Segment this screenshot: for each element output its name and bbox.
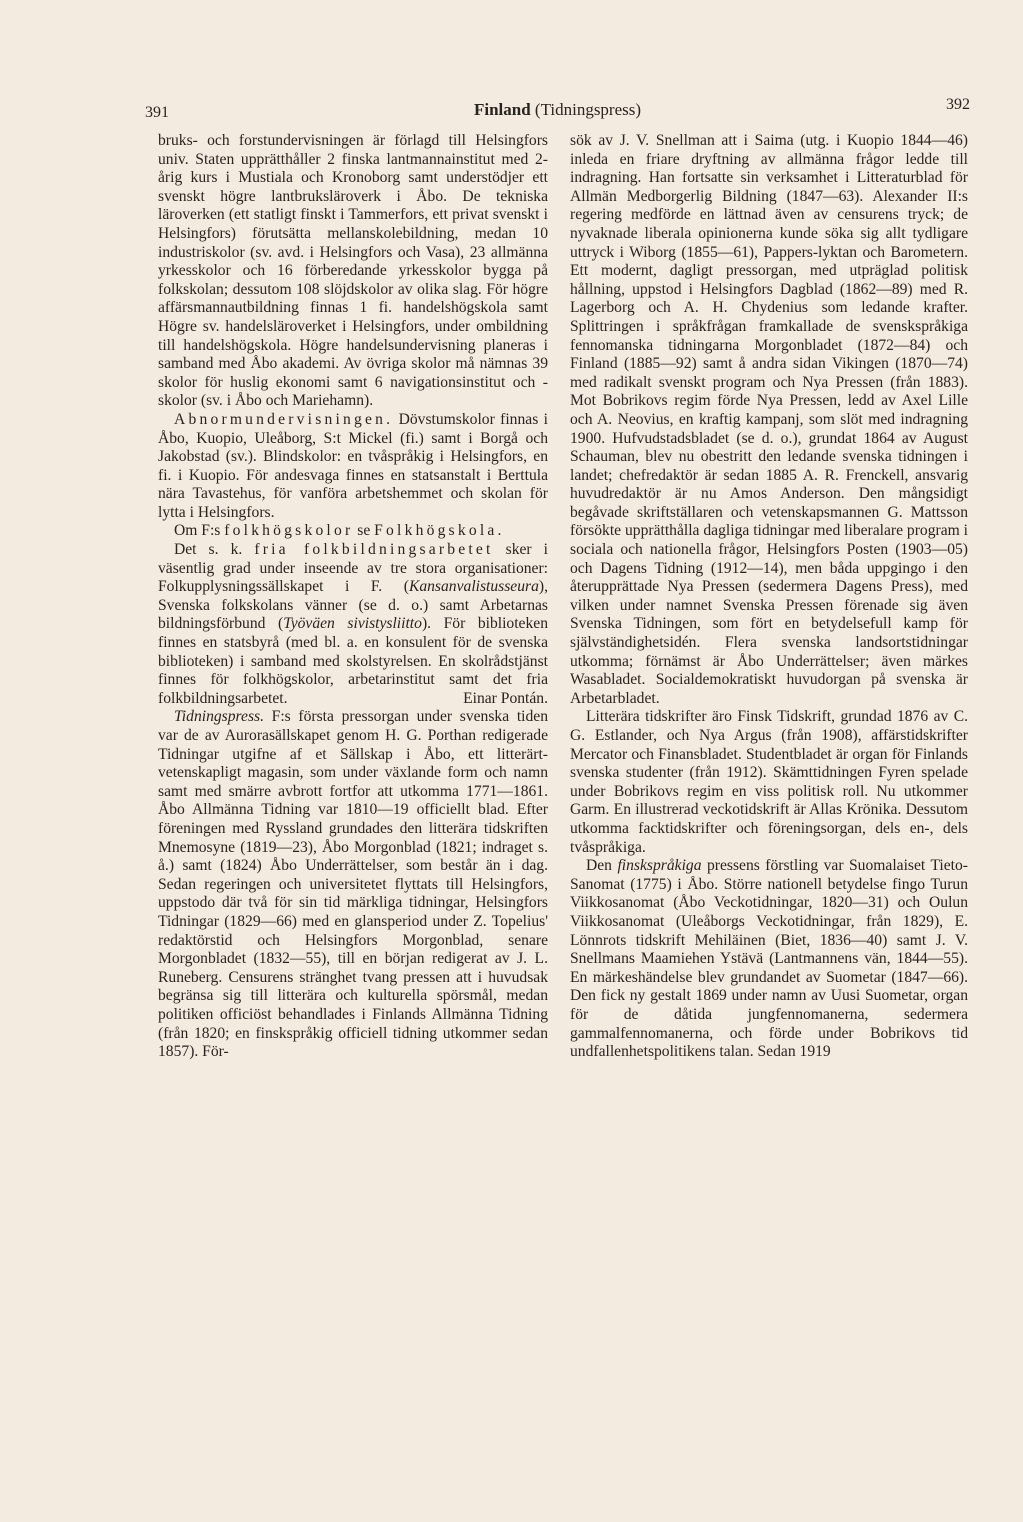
page-number-left: 391 <box>145 104 169 121</box>
page-number-right: 392 <box>946 96 970 113</box>
page-header <box>145 96 970 126</box>
paragraph-periodicals: Litterära tidskrifter äro Finsk Tidskrift, grundad 1876 av C. G. Estlander, och Nya Argus (från 1908), affärstidskrifter Mercator och Finansbladet. Studentbladet är organ för Finlands svenska studenter (från 1912). Skämttidningen Fyren spelade under Bobrikovs regim en viss politisk roll. Nu utkommer Garm. En illustrerad veckotidskrift är Allas Krönika. Dessutom utkomma facktidskrifter och föreningsorgan, dels en-, dels tvåspråkiga. <box>570 708 968 856</box>
paragraph-adult-education: Det s. k. fria folkbildningsarbetet sker i väsentlig grad under inseende av tre stora organisationer: Folkupplysningssällskapet i F. (Kansanvalistusseura), Svenska folkskolans vänner (se d. o.) samt Arbetarnas bildningsförbund (Työväen sivistysliitto). För biblioteken finnes en statsbyrå (med bl. a. en konsulent för de svenska biblioteken) i samband med skolstyrelsen. En skolrådstjänst finnes för folkhögskolor, arbetarinstitut samt det fria folkbildningsarbetet. Einar Pontán. <box>158 541 548 707</box>
running-title-main: Finland <box>473 100 531 119</box>
paragraph-education: bruks- och forstundervisningen är förlagd till Helsingfors univ. Staten upprätthåller 2 finska lantmannainstitut med 2-årig kurs i Mustiala och Kronoborg samt understödjer ett svenskt högre lantbruksläroverk i Åbo. De tekniska läroverken (ett statligt finskt i Tammerfors, ett privat svenskt i Helsingfors) förutsätta mellanskolebildning, medan 10 industriskolor (sv. avd. i Helsingfors och Vasa), 23 allmänna yrkesskolor och 16 förberedande yrkesskolor bygga på folkskolan; dessutom 108 slöjdskolor av olika slag. För högre affärsmannautbildning finnas 1 fi. handelshögskola samt Högre sv. handelsläroverket i Helsingfors, under ombildning till handelshögskola. Högre handelsundervisning planeras i samband med Åbo akademi. Av övriga skolor må nämnas 39 skolor för huslig ekonomi samt 6 navigationsinstitut och -skolor (sv. i Åbo och Mariehamn). <box>158 132 548 410</box>
term-finnish-language: finskspråkiga <box>617 857 702 875</box>
paragraph-folk-high-schools: Om F:s folkhögskolor se Folkhögskola. <box>174 522 505 540</box>
cross-reference: Folkhögskola. <box>374 522 505 540</box>
heading-special-education: Abnormundervisningen. <box>174 410 394 428</box>
paragraph-press-history: sök av J. V. Snellman att i Saima (utg. i Kuopio 1844—46) inleda en friare dryftning av allmänna frågor ledde till indragning. Han fortsatte sin verksamhet i Litteraturblad för Allmän Medborgerlig Bildning (1847—63). Alexander II:s regering medförde en lättnad även av censurens tryck; de nyvaknade liberala opinionerna kunde söka sig allt tydligare uttryck i Wiborg (1855—61), Pappers-lyktan och Barometern. Ett modernt, dagligt pressorgan, med utpräglad politisk hållning, uppstod i Helsingfors Dagblad (1862—89) med R. Lagerborg och A. H. Chydenius som ledande krafter. Splittringen i språkfrågan framkallade de svenskspråkiga fennomanska tidningarna Morgonbladet (1872—84) och Finland (1885—92) samt å andra sidan Vikingen (1870—74) med radikalt svenskt program och Nya Pressen (från 1883). Mot Bobrikovs regim förde Nya Pressen, ledd av Axel Lille och A. Neovius, en kraftig kampanj, som slöt med indragning 1900. Hufvudstadsbladet (se d. o.), grundat 1864 av August Schauman, blev nu obestritt den ledande svenska tidningen i landet; chefredaktör är sedan 1885 A. R. Frenckell, ansvarig huvudredaktör är nu Amos Anderson. Den mångsidigt begåvade skriftställaren och vetenskapsmannen G. Mattsson försökte upprätthålla dagliga tidningar med liberalare program i sociala och nationella frågor, Helsingfors Posten (1903—05) och Dagens Tidning (1912—14), men båda uppgingo i den återupprättade Nya Pressen (sedermera Dagens Press), med vilken under namnet Svenska Pressen förenade sig även Svenska Tidningen, som fört en betydelsefull kamp för självständighetsidén. Flera svenska landsortstidningar utkomma; förnämst är Åbo Underrättelser; även märkes Wasabladet. Socialdemokratiskt huvudorgan på svenska är Arbetarbladet. <box>570 132 968 707</box>
term-adult-education: fria folkbildningsarbetet <box>254 541 494 559</box>
paragraph-special-education: Abnormundervisningen. Dövstumskolor finnas i Åbo, Kuopio, Uleåborg, S:t Mickel (fi.) samt i Borgå och Jakobstad (sv.). Blindskolor: en tvåspråkig i Helsingfors, en fi. i Kuopio. För andesvaga finnes en statsanstalt i Berttula nära Tavastehus, för vanföra arbetshemmet och skolan för lytta i Helsingfors. <box>158 410 548 521</box>
running-title-sub: (Tidningspress) <box>530 100 642 119</box>
paragraph-finnish-press: Den finskspråkiga pressens förstling var Suomalaiset Tieto-Sanomat (1775) i Åbo. Större nationell betydelse fingo Turun Viikkosanomat (Åbo Veckotidningar, 1820—31) och Oulun Viikkosanomat (Uleåborgs Veckotidningar, från 1829), E. Lönnrots tidskrift Mehiläinen (Biet, 1836—40) samt J. V. Snellmans Maamiehen Ystävä (Lantmannens vän, 1844—55). En märkeshändelse blev grundandet av Suometar (1847—66). Den fick ny gestalt 1869 under namn av Uusi Suometar, organ för de dåtida jungfennomanerna, sedermera gammalfennomanerna, och förde under Bobrikovs tid undfallenhetspolitikens talan. Sedan 1919 <box>570 857 968 1061</box>
right-column <box>570 132 968 1062</box>
heading-newspaper-press: Tidningspress. <box>174 708 264 726</box>
term-folk-high-schools: folkhögskolor <box>224 522 354 540</box>
running-title <box>145 100 970 120</box>
paragraph-newspaper-press: Tidningspress. F:s första pressorgan under svenska tiden var de av Aurorasällskapet genom H. G. Porthan redigerade Tidningar utgifne af et Sällskap i Åbo, ett litterärt-vetenskapligt magasin, som under växlande form och namn samt med smärre avbrott fortfor att utkomma 1771—1861. Åbo Allmänna Tidning var 1810—19 officiellt blad. Efter föreningen med Ryssland grundades den litterära tidskriften Mnemosyne (1819—23), Åbo Morgonblad (1821; indraget s. å.) samt (1824) Åbo Underrättelser, som består än i dag. Sedan regeringen och universitetet flyttats till Helsingfors, uppstodo där två för sin tid märkliga tidningar, Helsingfors Tidningar (1829—66) med en glansperiod under Z. Topelius' redaktörstid och Helsingfors Morgonblad, senare Morgonbladet (1832—55), till en början redigerat av J. L. Runeberg. Censurens stränghet tvang pressen att i huvudsak begränsa sig till litterära och kulturella spörsmål, medan politiken officiöst behandlades i Finlands Allmänna Tidning (från 1820; en finskspråkig officiell tidning utkommer sedan 1857). För- <box>158 708 548 1061</box>
left-column <box>158 132 548 1062</box>
author-signature: Einar Pontán. <box>463 689 548 707</box>
